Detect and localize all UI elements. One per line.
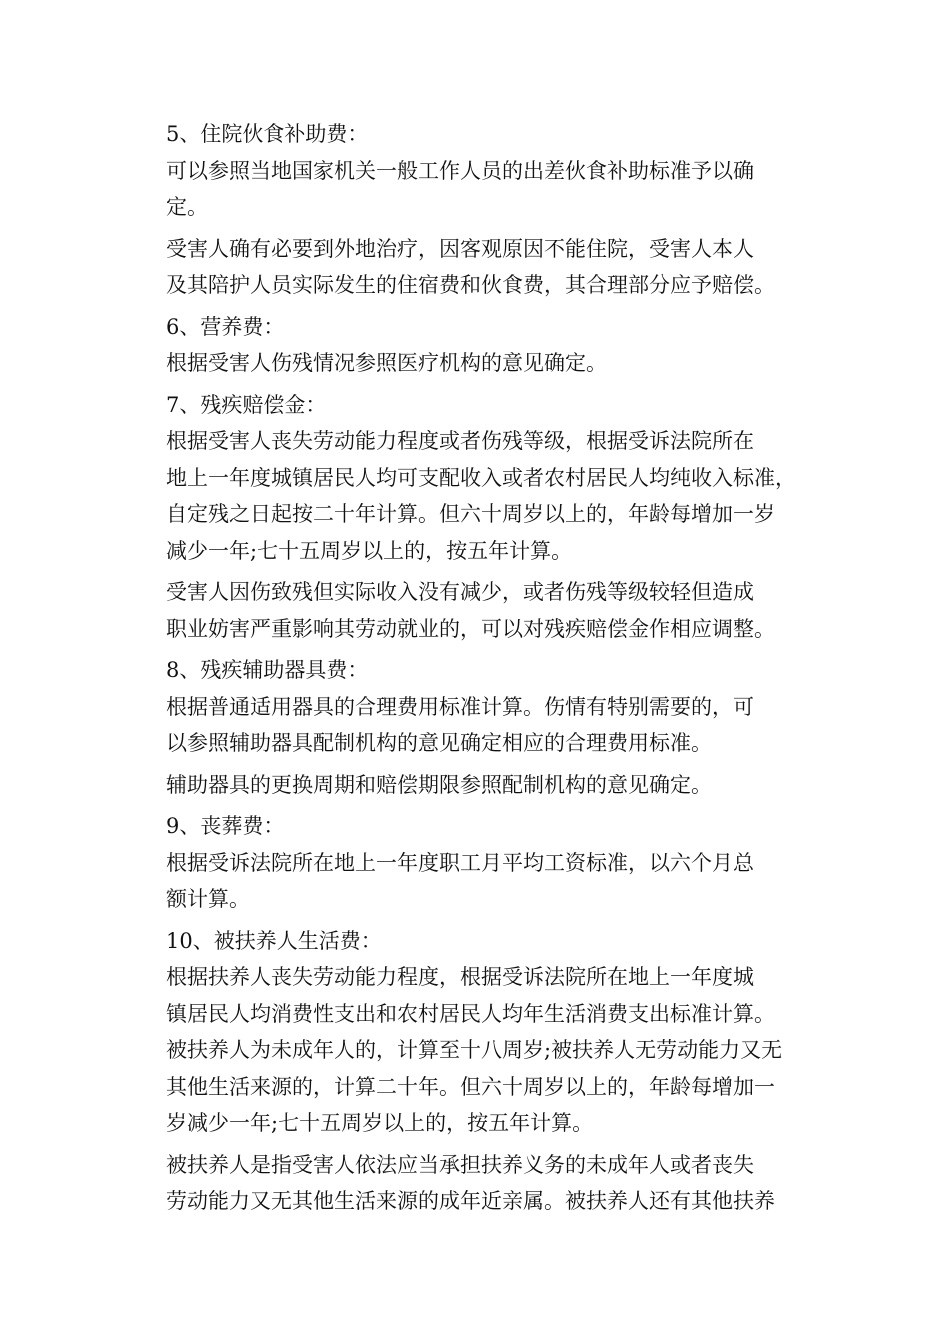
paragraph	[145, 845, 815, 918]
text-line: 其他生活来源的，计算二十年。但六十周岁以上的，年龄每增加一	[166, 1074, 775, 1099]
section-heading: 5、住院伙食补助费：	[166, 122, 369, 146]
text-line: 地上一年度城镇居民人均可支配收入或者农村居民人均纯收入标准，	[166, 465, 796, 490]
text-line: 及其陪护人员实际发生的住宿费和伙食费，其合理部分应予赔偿。	[166, 273, 775, 297]
text-line: 以参照辅助器具配制机构的意见确定相应的合理费用标准。	[166, 731, 712, 755]
text-line: 根据受诉法院所在地上一年度职工月平均工资标准，以六个月总	[166, 850, 754, 875]
paragraph	[145, 423, 815, 569]
section-heading: 9、丧葬费：	[166, 814, 285, 838]
section-heading: 10、被扶养人生活费：	[166, 928, 382, 953]
section-heading: 8、残疾辅助器具费：	[166, 658, 369, 682]
text-line: 根据扶养人丧失劳动能力程度，根据受诉法院所在地上一年度城	[166, 965, 754, 989]
paragraph	[145, 345, 815, 382]
document-body	[145, 116, 815, 1225]
text-line: 镇居民人均消费性支出和农村居民人均年生活消费支出标准计算。	[166, 1001, 775, 1026]
paragraph	[145, 1147, 815, 1220]
text-line: 定。	[166, 195, 208, 219]
text-line: 可以参照当地国家机关一般工作人员的出差伙食补助标准予以确	[166, 158, 754, 183]
paragraph	[145, 767, 815, 804]
text-line: 被扶养人是指受害人依法应当承担扶养义务的未成年人或者丧失	[166, 1152, 754, 1177]
text-line: 根据普通适用器具的合理费用标准计算。伤情有特别需要的，可	[166, 694, 754, 719]
section-heading: 7、残疾赔偿金：	[166, 392, 327, 417]
text-line: 根据受害人丧失劳动能力程度或者伤残等级，根据受诉法院所在	[166, 429, 754, 453]
paragraph	[145, 574, 815, 647]
text-line: 受害人因伤致残但实际收入没有减少，或者伤残等级较轻但造成	[166, 580, 754, 604]
text-line: 岁减少一年;七十五周岁以上的，按五年计算。	[166, 1111, 594, 1135]
text-line: 额计算。	[166, 887, 250, 911]
section-heading: 6、营养费：	[166, 314, 285, 339]
text-line: 职业妨害严重影响其劳动就业的，可以对残疾赔偿金作相应调整。	[166, 616, 775, 641]
text-line: 自定残之日起按二十年计算。但六十周岁以上的，年龄每增加一岁	[166, 502, 775, 526]
text-line: 受害人确有必要到外地治疗，因客观原因不能住院，受害人本人	[166, 236, 754, 261]
paragraph	[145, 959, 815, 1142]
text-line: 辅助器具的更换周期和赔偿期限参照配制机构的意见确定。	[166, 772, 712, 797]
paragraph	[145, 689, 815, 762]
text-line: 减少一年;七十五周岁以上的，按五年计算。	[166, 538, 573, 563]
paragraph	[145, 231, 815, 304]
text-line: 被扶养人为未成年人的，计算至十八周岁;被扶养人无劳动能力又无	[166, 1038, 783, 1062]
paragraph	[145, 153, 815, 226]
text-line: 根据受害人伤残情况参照医疗机构的意见确定。	[166, 351, 607, 375]
text-line: 劳动能力又无其他生活来源的成年近亲属。被扶养人还有其他扶养	[166, 1189, 775, 1213]
